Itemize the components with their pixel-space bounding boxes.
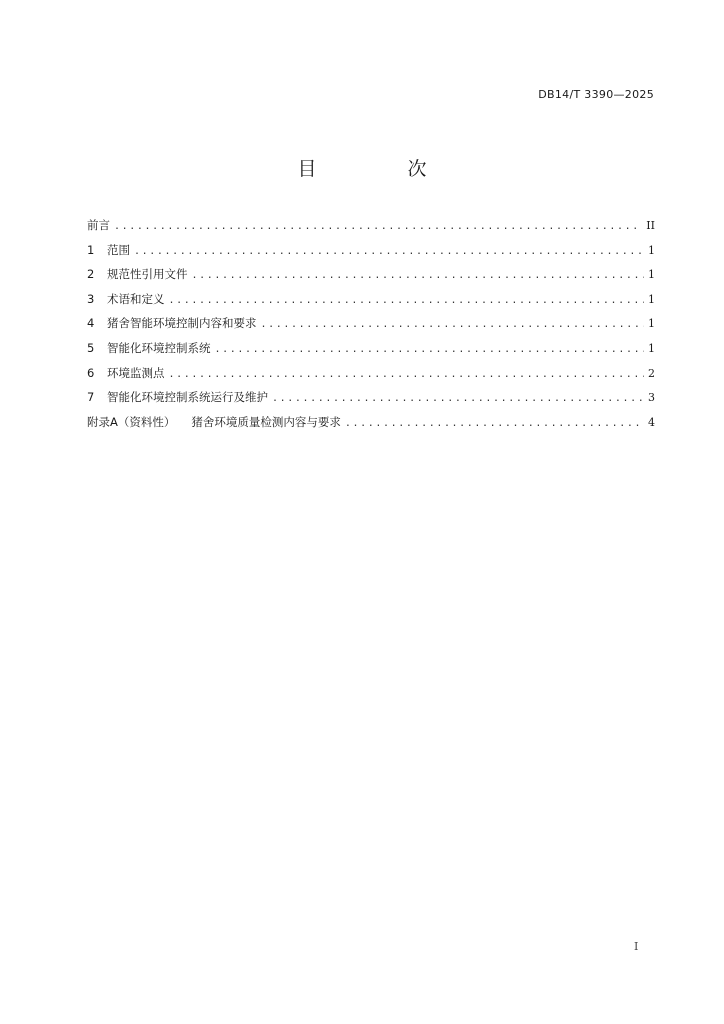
toc-entry-foreword[interactable] xyxy=(87,217,655,242)
document-code: DB14/T 3390—2025 xyxy=(538,88,654,101)
dot-leader xyxy=(272,393,644,404)
toc-entry-operation-maintenance[interactable] xyxy=(87,389,655,414)
dot-leader xyxy=(169,369,645,380)
toc-entry-page: 2 xyxy=(648,366,655,380)
dot-leader xyxy=(169,295,645,306)
page-number: I xyxy=(634,940,639,953)
toc-entry-number: 2 xyxy=(87,267,95,282)
table-of-contents xyxy=(87,217,655,438)
toc-entry-number: 5 xyxy=(87,340,95,355)
dot-leader xyxy=(134,246,644,257)
toc-entry-page: II xyxy=(646,219,655,232)
dot-leader xyxy=(215,344,645,355)
dot-leader xyxy=(345,418,644,429)
dot-leader xyxy=(114,221,642,232)
toc-entry-number: 3 xyxy=(87,291,95,306)
toc-entry-page: 1 xyxy=(648,268,655,282)
toc-entry-control-requirements[interactable] xyxy=(87,315,655,340)
toc-entry-scope[interactable] xyxy=(87,242,655,267)
toc-entry-monitoring-points[interactable] xyxy=(87,365,655,390)
toc-annex-title: 猪舍环境质量检测内容与要求 xyxy=(191,414,341,429)
toc-entry-title: 智能化环境控制系统运行及维护 xyxy=(107,390,268,405)
dot-leader xyxy=(261,319,645,330)
toc-entry-page: 1 xyxy=(648,243,655,257)
toc-entry-title: 前言 xyxy=(87,218,110,232)
toc-annex-label: 附录A（资料性） xyxy=(87,414,176,429)
toc-entry-control-system[interactable] xyxy=(87,340,655,365)
toc-entry-number: 1 xyxy=(87,242,95,257)
dot-leader xyxy=(192,270,645,281)
toc-entry-normative-references[interactable] xyxy=(87,266,655,291)
toc-entry-title: 环境监测点 xyxy=(107,365,165,380)
toc-entry-title: 智能化环境控制系统 xyxy=(107,340,211,355)
toc-entry-title: 规范性引用文件 xyxy=(107,267,188,282)
toc-entry-page: 3 xyxy=(648,391,655,405)
toc-entry-page: 4 xyxy=(648,415,655,429)
toc-entry-terms-definitions[interactable] xyxy=(87,291,655,316)
toc-entry-page: 1 xyxy=(648,341,655,355)
toc-title: 目 次 xyxy=(297,158,463,180)
toc-entry-annex-a[interactable] xyxy=(87,414,655,439)
toc-entry-page: 1 xyxy=(648,292,655,306)
toc-entry-number: 6 xyxy=(87,365,95,380)
toc-entry-page: 1 xyxy=(648,317,655,331)
toc-entry-title: 范围 xyxy=(107,242,130,257)
toc-entry-title: 猪舍智能环境控制内容和要求 xyxy=(107,316,257,331)
toc-entry-number: 7 xyxy=(87,390,95,405)
toc-entry-number: 4 xyxy=(87,316,95,331)
toc-entry-title: 术语和定义 xyxy=(107,291,165,306)
